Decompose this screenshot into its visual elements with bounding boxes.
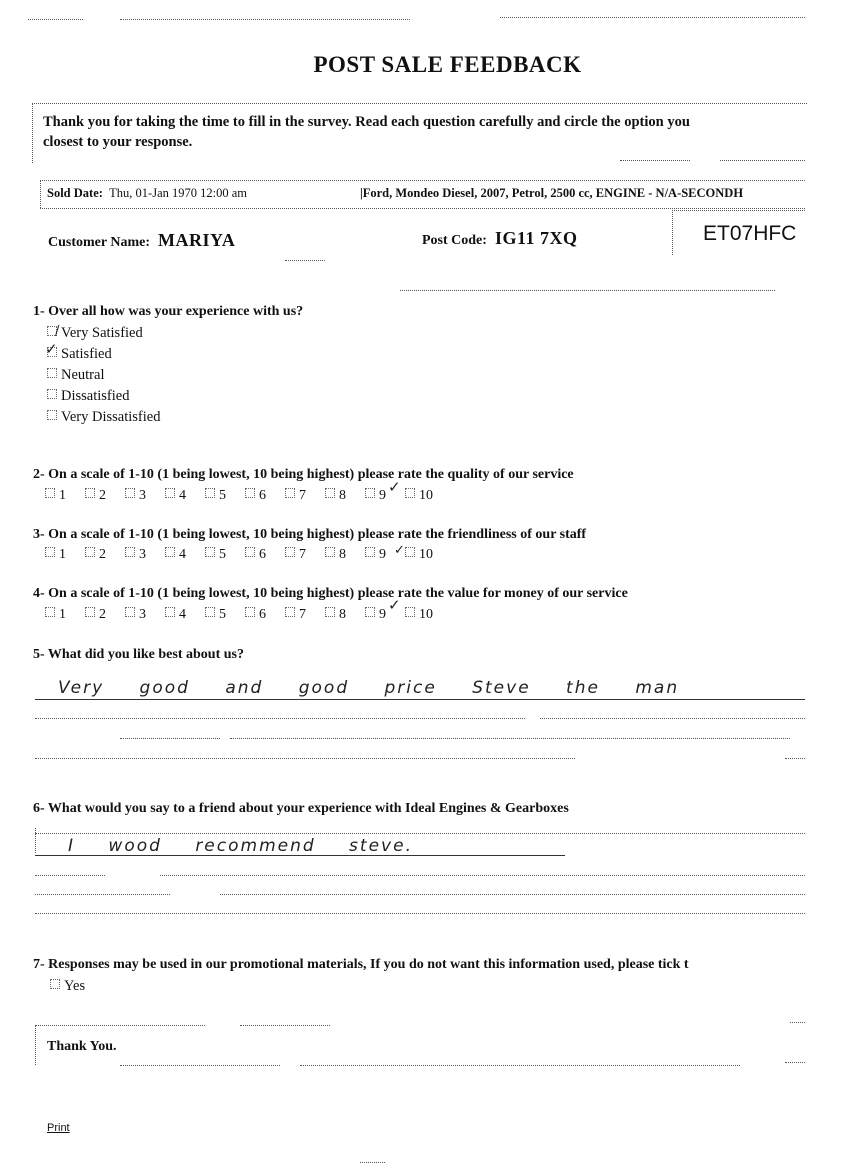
- q2-rating-option[interactable]: 10: [405, 488, 445, 504]
- checkbox-icon: [325, 547, 335, 557]
- q2-rating-option[interactable]: 6: [245, 488, 285, 504]
- print-link[interactable]: Print: [47, 1122, 70, 1134]
- q4-rating-option[interactable]: 2: [85, 607, 125, 623]
- question-5: 5- What did you like best about us?: [33, 647, 244, 662]
- checkbox-icon: [47, 389, 57, 399]
- checkbox-icon: [125, 547, 135, 557]
- q4-rating-option[interactable]: 9: [365, 607, 405, 623]
- checkbox-icon: [245, 607, 255, 617]
- q1-option-very-dissatisfied[interactable]: Very Dissatisfied: [47, 409, 160, 426]
- sold-date: [47, 186, 247, 201]
- q3-rating-option[interactable]: 6: [245, 547, 285, 563]
- q4-rating-option[interactable]: 6: [245, 607, 285, 623]
- q4-scale: [45, 607, 445, 623]
- handwritten-tick-icon: ✓: [388, 478, 401, 496]
- handwritten-tick-icon: ✓: [394, 543, 405, 558]
- q3-rating-option[interactable]: 2: [85, 547, 125, 563]
- sold-date-label: Sold Date:: [47, 186, 103, 200]
- checkbox-icon: [365, 607, 375, 617]
- checkbox-icon: [45, 607, 55, 617]
- q3-rating-option[interactable]: 7: [285, 547, 325, 563]
- q2-rating-option[interactable]: 9: [365, 488, 405, 504]
- post-code-value: IG11 7XQ: [494, 228, 578, 248]
- intro-line-1: Thank you for taking the time to fill in the survey. Read each question carefully and circle the option you: [43, 114, 690, 130]
- q4-rating-option[interactable]: 1: [45, 607, 85, 623]
- checkbox-icon: [47, 368, 57, 378]
- checkbox-icon: [47, 410, 57, 420]
- question-1: 1- Over all how was your experience with us?: [33, 304, 304, 319]
- intro-line-2: closest to your response.: [43, 134, 193, 150]
- sold-date-value: Thu, 01-Jan 1970 12:00 am: [109, 186, 247, 200]
- checkbox-icon: [85, 547, 95, 557]
- customer-name-label: Customer Name:: [48, 235, 150, 250]
- checkbox-icon: [405, 547, 415, 557]
- q3-rating-option[interactable]: 5: [205, 547, 245, 563]
- q1-option-satisfied[interactable]: Satisfied: [47, 346, 112, 363]
- q4-rating-option[interactable]: 8: [325, 607, 365, 623]
- checkbox-icon: [245, 547, 255, 557]
- registration-number: ET07HFC: [703, 222, 797, 245]
- post-code-label: Post Code:: [422, 233, 487, 248]
- question-7: 7- Responses may be used in our promotional materials, If you do not want this information used, please tick t: [33, 957, 689, 972]
- q4-rating-option[interactable]: 3: [125, 607, 165, 623]
- checkbox-icon: [285, 607, 295, 617]
- checkbox-icon: [165, 607, 175, 617]
- checkbox-icon: [165, 488, 175, 498]
- question-2: 2- On a scale of 1-10 (1 being lowest, 10 being highest) please rate the quality of our service: [33, 467, 574, 482]
- q4-rating-option[interactable]: 10: [405, 607, 445, 623]
- q3-rating-option[interactable]: 3: [125, 547, 165, 563]
- q7-option-yes[interactable]: Yes: [50, 978, 85, 995]
- q2-rating-option[interactable]: 7: [285, 488, 325, 504]
- handwritten-tick-icon: ✓: [45, 340, 58, 358]
- checkbox-icon: [325, 488, 335, 498]
- question-3: 3- On a scale of 1-10 (1 being lowest, 10 being highest) please rate the friendliness of our staff: [33, 527, 587, 542]
- q3-rating-option[interactable]: 8: [325, 547, 365, 563]
- q1-option-very-satisfied[interactable]: Very Satisfied: [47, 325, 143, 342]
- checkbox-icon: [285, 488, 295, 498]
- checkbox-icon: [285, 547, 295, 557]
- checkbox-icon: [365, 547, 375, 557]
- page-title: POST SALE FEEDBACK: [313, 52, 582, 77]
- q1-option-neutral[interactable]: Neutral: [47, 367, 104, 384]
- q2-rating-option[interactable]: 8: [325, 488, 365, 504]
- checkbox-icon: [125, 607, 135, 617]
- q1-option-dissatisfied[interactable]: Dissatisfied: [47, 388, 129, 405]
- q3-scale: [45, 547, 445, 563]
- handwritten-tick-icon: ✓: [388, 596, 401, 614]
- q4-rating-option[interactable]: 4: [165, 607, 205, 623]
- q4-rating-option[interactable]: 5: [205, 607, 245, 623]
- checkbox-icon: [205, 547, 215, 557]
- q2-rating-option[interactable]: 1: [45, 488, 85, 504]
- q3-rating-option[interactable]: 9: [365, 547, 405, 563]
- checkbox-icon: [45, 488, 55, 498]
- q2-rating-option[interactable]: 5: [205, 488, 245, 504]
- q2-scale: [45, 488, 445, 504]
- post-code: [422, 228, 577, 249]
- checkbox-icon: [405, 607, 415, 617]
- checkbox-icon: [405, 488, 415, 498]
- checkbox-icon: [50, 979, 60, 989]
- customer-name: [48, 230, 235, 251]
- checkbox-icon: [205, 607, 215, 617]
- q3-rating-option[interactable]: 10: [405, 547, 445, 563]
- q3-rating-option[interactable]: 1: [45, 547, 85, 563]
- checkbox-icon: [205, 488, 215, 498]
- thank-you: Thank You.: [47, 1039, 117, 1054]
- q6-handwritten-answer: I wood recommend steve.: [68, 836, 413, 856]
- handwritten-mark-icon: /: [55, 324, 60, 339]
- q5-handwritten-answer: Very good and good price Steve the man: [58, 678, 680, 698]
- checkbox-icon: [85, 607, 95, 617]
- q3-rating-option[interactable]: 4: [165, 547, 205, 563]
- checkbox-icon: [165, 547, 175, 557]
- checkbox-icon: [365, 488, 375, 498]
- q2-rating-option[interactable]: 3: [125, 488, 165, 504]
- q2-rating-option[interactable]: 4: [165, 488, 205, 504]
- q2-rating-option[interactable]: 2: [85, 488, 125, 504]
- checkbox-icon: [125, 488, 135, 498]
- checkbox-icon: [325, 607, 335, 617]
- intro-text: [43, 112, 813, 152]
- vehicle-details: |Ford, Mondeo Diesel, 2007, Petrol, 2500 cc, ENGINE - N/A-SECONDH: [360, 186, 744, 200]
- checkbox-icon: [85, 488, 95, 498]
- customer-name-value: MARIYA: [158, 230, 236, 250]
- q4-rating-option[interactable]: 7: [285, 607, 325, 623]
- checkbox-icon: [245, 488, 255, 498]
- question-6: 6- What would you say to a friend about your experience with Ideal Engines & Gearboxes: [33, 801, 569, 816]
- checkbox-icon: [45, 547, 55, 557]
- question-4: 4- On a scale of 1-10 (1 being lowest, 10 being highest) please rate the value for money of our service: [33, 586, 628, 601]
